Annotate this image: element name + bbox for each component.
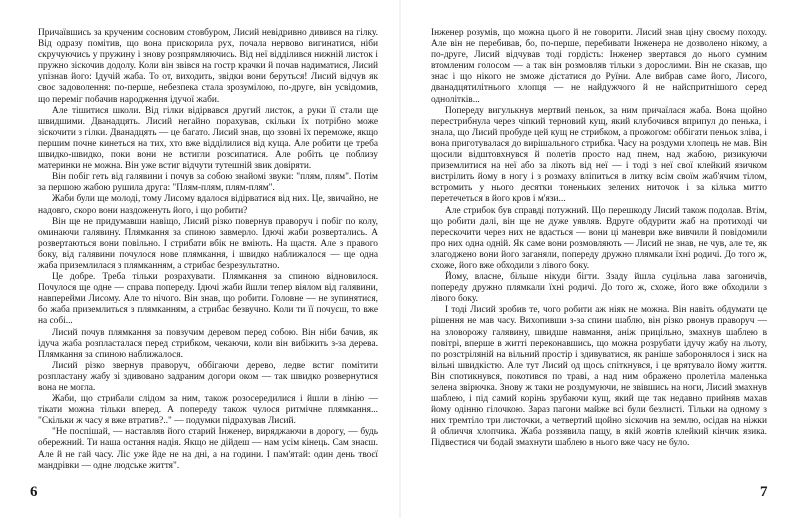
book-gutter (399, 0, 401, 518)
paragraph: Він ще не придумавши навіщо, Лисий різко повернув праворуч і побіг по колу, оминаючи галявину. Плямкання за спиною завмерло. Ідючі жаби розвертались. А розвертаються вони повільно. І стрибати вбік не вміють. На щастя. Але з правого боку, від галявини почулося нове плямкання, і швидко наближалося — ще одна жаба приземлилася з плямканням, а стрибає безрезультатно. (38, 216, 378, 271)
paragraph: Лисий різко звернув праворуч, оббігаючи дерево, ледве встиг помітити розпластану жабу зі здивовано задраним догори оком — так швидко розвернутися вона не могла. (38, 360, 378, 393)
paragraph: Йому, власне, більше нікуди бігти. Ззаду йшла суцільна лава загоничів, попереду дружно плямкали їхні родичі. До того ж, схоже, його вже обходили з лівого боку. (431, 272, 767, 305)
page-number-right: 7 (760, 484, 768, 500)
paragraph: Але тішитися школи. Від гілки відірвався другий листок, а руки її стали ще швидшими. Дванадцять. Лисий негайно порахував, скільки їх потрібно може зіскочити з гілки. Дванадцять — це багато. Лисий знав, що ззовні їх переможе, якщо першим почне кинеться на тих, хто вже відділилися від куща. Але робити це треба швидко-швидко, поки вони не встигли розсипатися. Але робіть це поблизу материнки не можна. Він уже встиг відчути тутешній звик довіряти. (38, 105, 378, 172)
right-page (431, 28, 767, 490)
paragraph: Інженер розумів, що можна цього й не говорити. Лисий знав ціну своєму походу. Але він не перебивав, бо, по-перше, перебивати Інженера не дозволено нікому, а по-друге, Лисий відчував тоді гордість: Інженер звертався до нього сумним втомленим голосом — а так він розмовляв тільки з дорослими. Він не сказав, що знає і що нікого не зможе дістатися до Руїни. Але вибрав саме його, Лисого, дванадцятилітнього хлопця — не найдужчого й не найспритнішого серед однолітків... (431, 28, 767, 105)
paragraph: Але стрибок був справді потужний. Що перешкоду Лисий також подолав. Втім, що робити далі, він ще не дуже уявляв. Вдруге обдурити жаб на протиході чи перескочити через них не вдасться — вони ці маневри вже вивчили й повідомили про них одна одній. Як саме вони розмовляють — Лисий не знав, не чув, але те, як злагоджено вони його заганяли, попереду дружно плямкали їхні родичі. До того ж, схоже, його вже обходили з лівого боку. (431, 205, 767, 271)
page-number-left: 6 (30, 484, 38, 500)
paragraph: Це добре. Треба тільки розрахувати. Плямкання за спиною відновилося. Почулося ще одне — справа попереду. Ідючі жаби йшли тепер віялом від галявини, навперейми Лисому. Але то нічого. Він знав, що робити. Головне — не зупинятися, бо жаба приземлиться з плямканням, а стрибає безвучно. Коли ти її почуєш, то вже на собі... (38, 272, 378, 327)
paragraph: Він побіг геть від галявини і почув за собою знайомі звуки: "плям, плям". Потім за першою жабою рушила друга: "Плям-плям, плям-плям". (38, 172, 378, 194)
paragraph: Жаби, що стрибали слідом за ним, також розосередилися і йшли в лінію — тікати можна тільки вперед. А попереду також чулося ритмічне плямкання... "Скільки ж часу я вже втратив?.." — подумки підрахував Лисий. (38, 394, 378, 427)
paragraph: Попереду вигулькнув мертвий пеньок, за ним причаїлася жаба. Вона щойно перестрибнула через чіпкий терновий кущ, який клубочився вприпул до пенька, і знала, що Лисий пробуде цей кущ не стрибком, а прожогом: оббігати пеньок зліва, і вона приготувалася до вирішального стрибка. Часу на роздуми хлопець не мав. Він щосили відштовхнувся й полетів просто над пнем, над жабою, ризикуючи приземлитися на неї або за лікоть від неї — і тоді з неї свої клейкий язичком вистрілить йому в ногу і з розмаху вліпиться в литку всім своїм жаб'ячим тілом, встромить у нього десятки тоненьких зелених ниточок і за кілька митто перетечеться в його кров і м'язи... (431, 105, 767, 205)
paragraph: І тоді Лисий зробив те, чого робити аж ніяк не можна. Він навіть обдумати це рішення не мав часу. Вихопивши з-за спини шаблю, він різко рвонув праворуч — на зловорожу галявину, швидше навмання, аніж прицільно, змахнув шаблею в повітрі, вперше в житті переконавшись, що можна розрубати ідучу жабу на льоту, по розстріляній на вільний простір і здивуватися, як раніше заборонялося і зиск на вільні швидкістю. Але тут Лисий од щось спіткнувся, і це врятувало йому життя. Він спотикнувся, покотився по траві, а над ним ображено пролетіла маленька зелена звірючка. Знову ж таки не роздумуючи, не звівшись на ноги, Лисий змахнув шаблею, і під самий корінь зрубаючи кущ, який ще так недавно прийняв махав йому одінню гілочкою. Зараз пагони майже всі були безлисті. Тільки на одному з них тремтіло три листочки, а четвертий щойно зіскочив на землю, осідав на ніжки й обличчя хлопчика. Жаба роззявила пащу, в якій жовтів клейкий кінчик язика. Підвестися чи бодай змахнути шаблею в нього вже часу не було. (431, 305, 767, 449)
paragraph: "Не поспішай, — наставляв його старий Інженер, виряджаючи в дорогу, — будь обережний. Ти наша остання надія. Якщо не дійдеш — нам усім кінець. Сам знаєш. Але й не гай часу. Ліс уже йде не на дні, а на години. І пам'ятай: один день твоєї мандрівки — одне людське життя". (38, 427, 378, 471)
left-page (38, 28, 378, 490)
paragraph: Причаївшись за крученим сосновим стовбуром, Лисий невідривно дивився на гілку. Від одразу помітив, що вона прискорила рух, почала нервово вигинатися, ніби скручуючись у пружину і знову розпрямляючись. Від неї відділився нижній листок і пружно зіскочив додолу. Коли він звівся на гостр крачки й почав надиматися, Лисий упізнав його: Ідучій жаба. То от, виходить, звідки вони беруться! Лисий відчув як своє задоволення: по-перше, небезпека стала зрозумілою, по-друге, він усвідомив, що переміг побачив народження ідучої жаби. (38, 28, 378, 105)
paragraph: Лисий почув плямкання за повзучим деревом перед собою. Він ніби бачив, як ідуча жаба розпласталася перед стрибком, чекаючи, коли він вибіжить з-за дерева. Плямкання за спиною наближалося. (38, 327, 378, 360)
paragraph: Жаби були ще молоді, тому Лисому вдалося відірватися від них. Це, звичайно, не надовго, скоро вони наздоженуть його, і що робити? (38, 194, 378, 216)
